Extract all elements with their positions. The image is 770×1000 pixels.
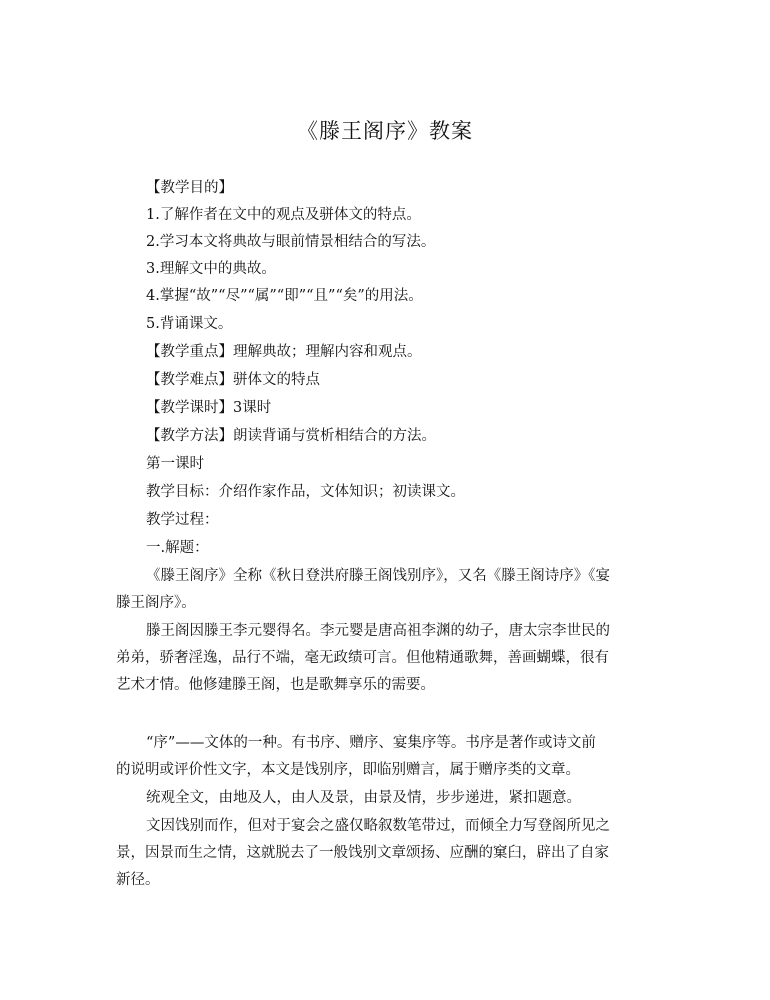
paragraph-pavilion-origin-line-2: 弟弟，骄奢淫逸，品行不端，毫无政绩可言。但他精通歌舞，善画蝴蝶，很有 — [116, 650, 609, 666]
teaching-hours-line: 【教学课时】3课时 — [146, 400, 272, 416]
goal-item-4: 4.掌握“故”“尽”“属”“即”“且”“矣”的用法。 — [146, 288, 423, 304]
paragraph-pavilion-origin-line-1: 滕王阁因滕王李元婴得名。李元婴是唐高祖李渊的幼子，唐太宗李世民的 — [146, 623, 610, 639]
goal-item-5: 5.背诵课文。 — [146, 316, 233, 332]
teaching-process-heading: 教学过程： — [146, 512, 219, 528]
paragraph-full-title-line-2: 滕王阁序》。 — [116, 595, 196, 611]
goal-item-1: 1.了解作者在文中的观点及骈体文的特点。 — [146, 207, 421, 223]
lesson-objective-line: 教学目标：介绍作家作品，文体知识；初读课文。 — [146, 484, 465, 500]
paragraph-pavilion-origin-line-3: 艺术才情。他修建滕王阁，也是歌舞享乐的需要。 — [116, 677, 435, 693]
paragraph-feast-line-3: 新径。 — [116, 872, 160, 888]
document-title: 《滕王阁序》教案 — [297, 119, 473, 143]
goal-item-2: 2.学习本文将典故与眼前情景相结合的写法。 — [146, 234, 436, 250]
teaching-difficulty-line: 【教学难点】骈体文的特点 — [146, 372, 320, 388]
paragraph-structure-line: 统观全文，由地及人，由人及景，由景及情，步步递进，紧扣题意。 — [146, 790, 581, 806]
paragraph-full-title-line-1: 《滕王阁序》全称《秋日登洪府滕王阁饯别序》，又名《滕王阁诗序》《宴 — [146, 568, 610, 584]
paragraph-feast-line-1: 文因饯别而作，但对于宴会之盛仅略叙数笔带过，而倾全力写登阁所见之 — [146, 818, 610, 834]
title-explanation-heading: 一.解题： — [146, 540, 209, 556]
paragraph-feast-line-2: 景，因景而生之情，这就脱去了一般饯别文章颂扬、应酬的窠臼，辟出了自家 — [116, 845, 609, 861]
section-heading-teaching-goals: 【教学目的】 — [146, 180, 233, 196]
goal-item-3: 3.理解文中的典故。 — [146, 261, 276, 277]
teaching-method-line: 【教学方法】朗读背诵与赏析相结合的方法。 — [146, 428, 436, 444]
paragraph-preface-style-line-1: “序”——文体的一种。有书序、赠序、宴集序等。书序是著作或诗文前 — [146, 735, 596, 751]
paragraph-preface-style-line-2: 的说明或评价性文字，本文是饯别序，即临别赠言，属于赠序类的文章。 — [116, 762, 580, 778]
lesson-heading: 第一课时 — [146, 456, 204, 472]
teaching-focus-line: 【教学重点】理解典故；理解内容和观点。 — [146, 344, 422, 360]
